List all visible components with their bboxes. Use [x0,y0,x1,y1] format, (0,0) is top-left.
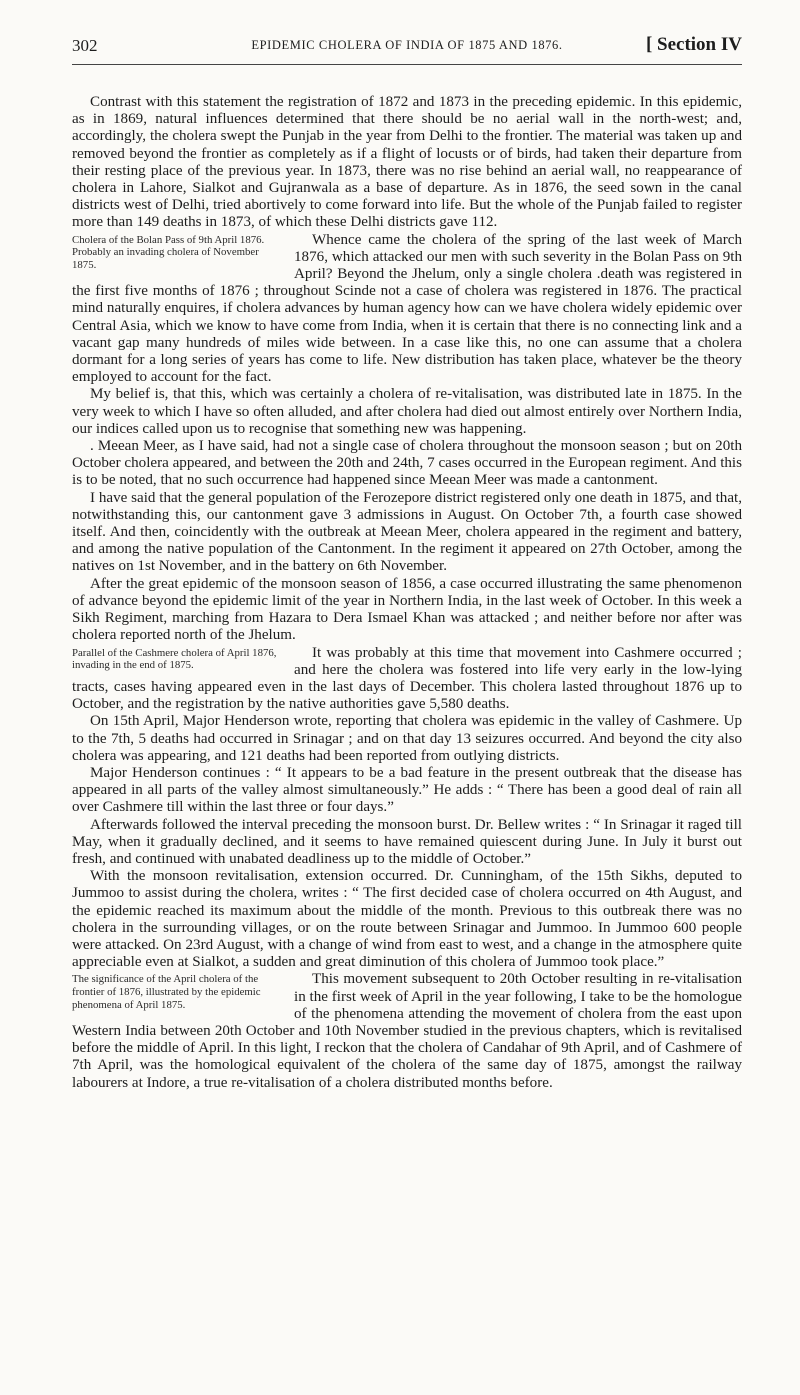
paragraph: I have said that the general population of the Ferozepore district registered only one death in 1875, and that, notwithstanding this, our cantonment gave 3 admissions in August. On October 7th, a fourth case showed itself. And then, coincidently with the outbreak at Meean Meer, cholera appeared in the regiment and battery, and among the native population of the Cantonment. In the regiment it appeared on 27th October, among the natives on 1st November, and in the battery on 6th November. [72,489,742,575]
page-header [72,34,742,65]
running-title: EPIDEMIC CHOLERA OF INDIA OF 1875 AND 1876. [251,38,563,52]
section-label: [ Section IV [645,34,742,55]
margin-note: The significance of the April cholera of the frontier of 1876, illustrated by the epidemic phenomena of April 1875. [72,973,261,1011]
paragraph [72,232,742,387]
margin-note: Parallel of the Cashmere cholera of April 1876, invading in the end of 1875. [72,646,277,672]
paragraph: On 15th April, Major Henderson wrote, reporting that cholera was epidemic in the valley of Cashmere. Up to the 7th, 5 deaths had occurred in Srinagar ; and on that day 13 seizures occurred. And beyond the city also cholera was appearing, and 121 deaths had been reported from outlying districts. [72,713,742,764]
paragraph: After the great epidemic of the monsoon season of 1856, a case occurred illustrating the same phenomenon of advance beyond the epidemic limit of the year in Northern India, in the last week of October. In this week a Sikh Regiment, marching from Hazara to Dera Ismael Khan was attacked ; and neither before nor after was cholera reported north of the Jhelum. [72,575,742,644]
paragraph: With the monsoon revitalisation, extension occurred. Dr. Cunningham, of the 15th Sikhs, deputed to Jummoo to assist during the cholera, writes : “ The first decided case of cholera occurred on 4th August, and the epidemic reached its maximum about the middle of the month. Previous to this outbreak there was no cholera in the surrounding villages, or on the route between Srinagar and Jummoo. In Jummoo 600 people were attacked. On 23rd August, with a change of wind from east to west, and a change in the atmosphere quite appreciable even at Sialkot, a sudden and great diminution of this cholera of Jummoo took place.” [72,868,742,971]
body-text [72,94,742,1092]
paragraph-text: Whence came the cholera of the spring of the last week of March 1876, which attacked our men with such severity in the Bolan Pass on 9th April? Beyond the Jhelum, only a single cholera .death was registered in the first five months of 1876 ; throughout Scinde not a case of cholera was registered in 1876. The practical mind naturally enquires, if cholera advances by human agency how can we have cholera widely epidemic over Central Asia, which we know to have come from India, when it is certain that there is no connecting link and a vacant gap many hundreds of miles wide between. In a case like this, no one can assume that a cholera dormant for a long series of years has come to life. New distribution has taken place, whatever be the theory employed to account for the fact. [72,231,742,386]
margin-note: Cholera of the Bolan Pass of 9th April 1876. Probably an invading cholera of November 1875. [72,233,265,272]
paragraph [72,971,742,1091]
paragraph [72,645,742,714]
paragraph: My belief is, that this, which was certainly a cholera of re-vitalisation, was distributed late in 1875. In the very week to which I have so often alluded, and after cholera had died out almost entirely over Northern India, our indices called upon us to recognise that something new was happening. [72,386,742,437]
paragraph: Contrast with this statement the registration of 1872 and 1873 in the preceding epidemic. In this epidemic, as in 1869, natural influences determined that there should be no aerial wall in the north-west; and, accordingly, the cholera swept the Punjab in the year from Delhi to the frontier. The material was taken up and removed beyond the frontier as completely as if a flight of locusts or of birds, had taken their departure from their resting place of the previous year. In 1873, there was no rise behind an aerial wall, no reappearance of cholera in Lahore, Sialkot and Gujranwala as a base of departure. As in 1876, the seed sown in the canal districts west of Delhi, tried abortively to come forward into life. But the whole of the Punjab failed to register more than 149 deaths in 1873, of which these Delhi districts gave 112. [72,94,742,231]
paragraph: . Meean Meer, as I have said, had not a single case of cholera throughout the monsoon season ; but on 20th October cholera appeared, and between the 20th and 24th, 7 cases occurred in the European regiment. And this is to be noted, that no such occurrence had happened since Meean Meer was made a cantonment. [72,438,742,489]
paragraph: Major Henderson continues : “ It appears to be a bad feature in the present outbreak that the disease has appeared in all parts of the valley almost simultaneously.” He adds : “ There has been a good deal of rain all over Cashmere till within the last three or four days.” [72,764,742,816]
paragraph-text: This movement subsequent to 20th October resulting in re-vitalisation in the first week of April in the year following, I take to be the homologue of the phenomena attending the movement of cholera from the east upon Western India between 20th October and 10th November studied in the previous chapters, which is revitalised before the middle of April. In this light, I reckon that the cholera of Candahar of 9th April, and of Cashmere of 7th April, was the homological equivalent of the cholera of the same day of 1875, amongst the railway labourers at Indore, a true re-vitalisation of a cholera distributed months before. [72,971,742,1091]
paragraph: Afterwards followed the interval preceding the monsoon burst. Dr. Bellew writes : “ In Srinagar it raged till May, when it gradually declined, and it seems to have remained quiescent during June. In July it burst out fresh, and continued with unabated deadliness up to the middle of October.” [72,816,742,867]
page-number: 302 [72,36,98,55]
paragraph-text: It was probably at this time that movement into Cashmere occurred ; and here the cholera was fostered into life very early in the low-lying tracts, cases having appeared even in the last days of December. This cholera lasted throughout 1876 up to October, and the registration by the native authorities gave 5,580 deaths. [72,644,742,713]
